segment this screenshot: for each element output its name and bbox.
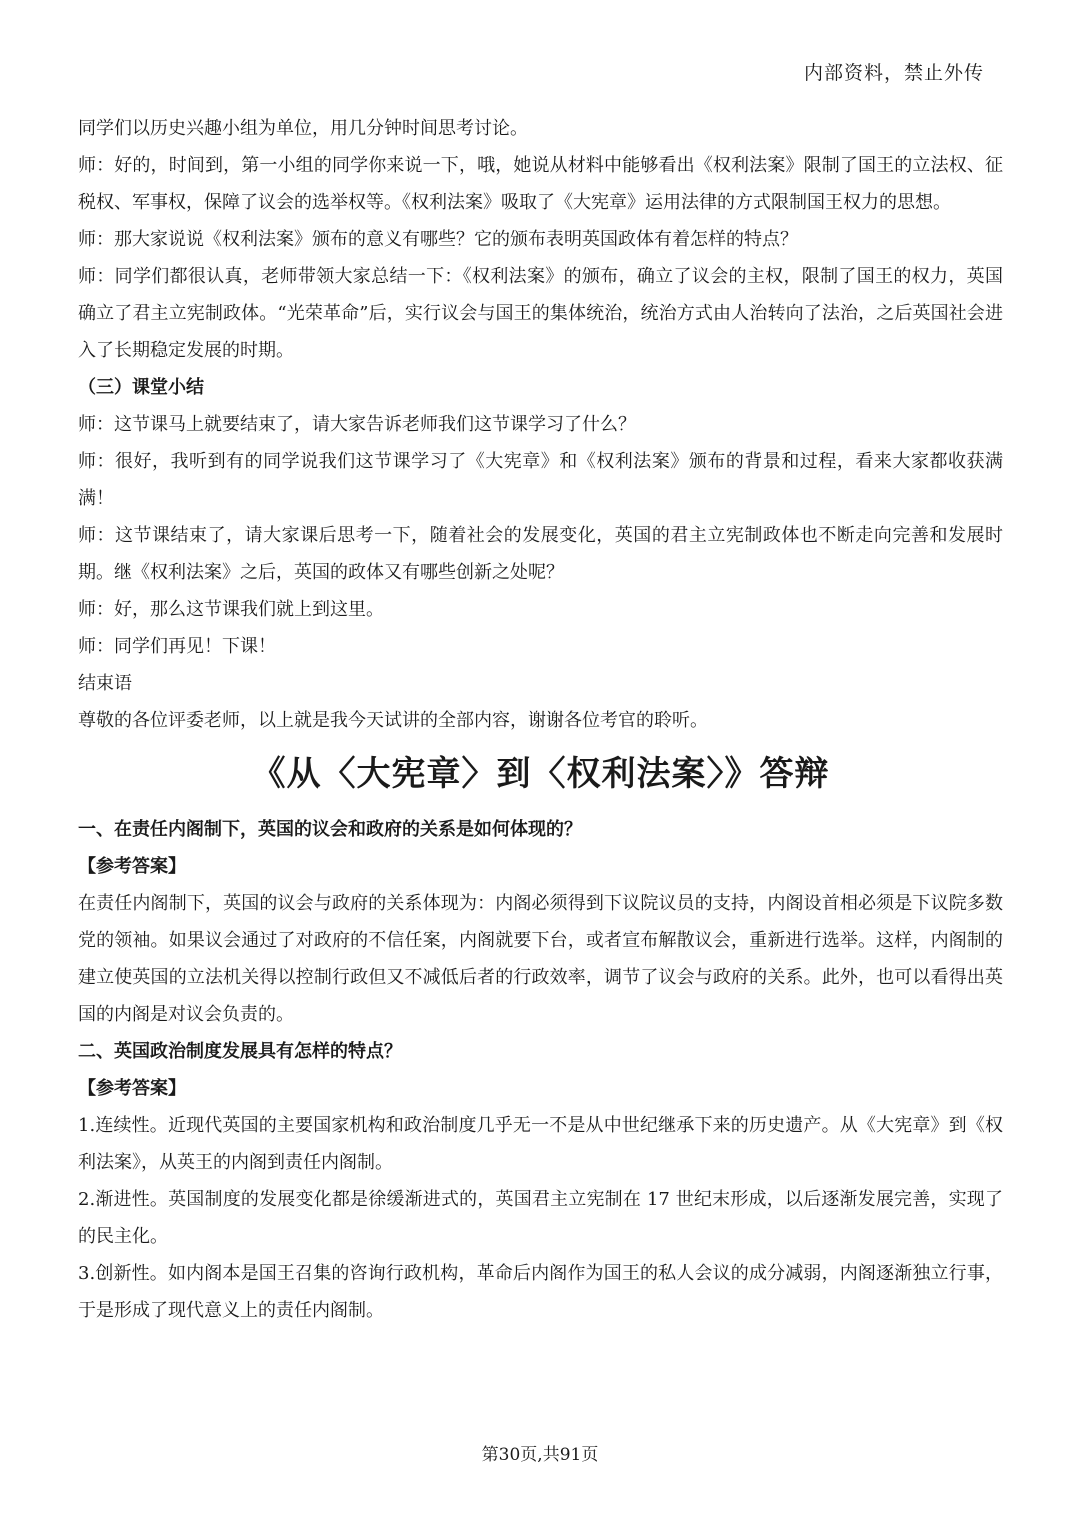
lesson-paragraph: 师：同学们都很认真，老师带领大家总结一下：《权利法案》的颁布，确立了议会的主权，限制了国王的权力，英国确立了君主立宪制政体。“光荣革命”后，实行议会与国王的集体统治，统治方式由人治转向了法治，之后英国社会进入了长期稳定发展的时期。 <box>78 266 1003 361</box>
confidential-note: 内部资料，禁止外传 <box>803 62 984 84</box>
lesson-paragraph: 同学们以历史兴趣小组为单位，用几分钟时间思考讨论。 <box>78 118 528 139</box>
answer-1: 在责任内阁制下，英国的议会与政府的关系体现为：内阁必须得到下议院议员的支持，内阁设首相必须是下议院多数党的领袖。如果议会通过了对政府的不信任案，内阁就要下台，或者宣布解散议会，重新进行选举。这样，内阁制的建立使英国的立法机关得以控制行政但又不减低后者的行政效率，调节了议会与政府的关系。此外，也可以看得出英国的内阁是对议会负责的。 <box>78 893 1003 1025</box>
question-1: 一、在责任内阁制下，英国的议会和政府的关系是如何体现的？ <box>78 819 582 840</box>
answer-2-item: 3.创新性。如内阁本是国王召集的咨询行政机构，革命后内阁作为国王的私人会议的成分减弱，内阁逐渐独立行事，于是形成了现代意义上的责任内阁制。 <box>78 1263 1003 1321</box>
question-2: 二、英国政治制度发展具有怎样的特点？ <box>78 1041 402 1062</box>
summary-paragraph: 师：这节课马上就要结束了，请大家告诉老师我们这节课学习了什么？ <box>78 414 636 435</box>
answer-2-item: 2.渐进性。英国制度的发展变化都是徐缓渐进式的，英国君主立宪制在 17 世纪末形成，以后逐渐发展完善，实现了的民主化。 <box>78 1189 1003 1247</box>
reference-answer-label-1: 【参考答案】 <box>78 856 186 877</box>
answer-2-item: 1.连续性。近现代英国的主要国家机构和政治制度几乎无一不是从中世纪继承下来的历史遗产。从《大宪章》到《权利法案》，从英王的内阁到责任内阁制。 <box>78 1115 1003 1173</box>
summary-heading: （三）课堂小结 <box>78 377 204 398</box>
page-content <box>78 110 1003 1329</box>
reference-answer-label-2: 【参考答案】 <box>78 1078 186 1099</box>
summary-paragraph: 师：好，那么这节课我们就上到这里。 <box>78 599 384 620</box>
closing-text: 尊敬的各位评委老师，以上就是我今天试讲的全部内容，谢谢各位考官的聆听。 <box>78 710 708 731</box>
page-number: 第30页,共91页 <box>481 1445 599 1465</box>
defense-title: 《从〈大宪章〉到〈权利法案〉》答辩 <box>251 754 830 794</box>
closing-heading: 结束语 <box>78 673 132 694</box>
lesson-paragraph: 师：好的，时间到，第一小组的同学你来说一下，哦，她说从材料中能够看出《权利法案》限制了国王的立法权、征税权、军事权，保障了议会的选举权等。《权利法案》吸取了《大宪章》运用法律的方式限制国王权力的思想。 <box>78 155 1003 213</box>
summary-paragraph: 师：很好，我听到有的同学说我们这节课学习了《大宪章》和《权利法案》颁布的背景和过程，看来大家都收获满满！ <box>78 451 1003 509</box>
summary-paragraph: 师：同学们再见！下课！ <box>78 636 276 657</box>
summary-paragraph: 师：这节课结束了，请大家课后思考一下，随着社会的发展变化，英国的君主立宪制政体也不断走向完善和发展时期。继《权利法案》之后，英国的政体又有哪些创新之处呢？ <box>78 525 1003 583</box>
lesson-paragraph: 师：那大家说说《权利法案》颁布的意义有哪些？它的颁布表明英国政体有着怎样的特点？ <box>78 229 798 250</box>
